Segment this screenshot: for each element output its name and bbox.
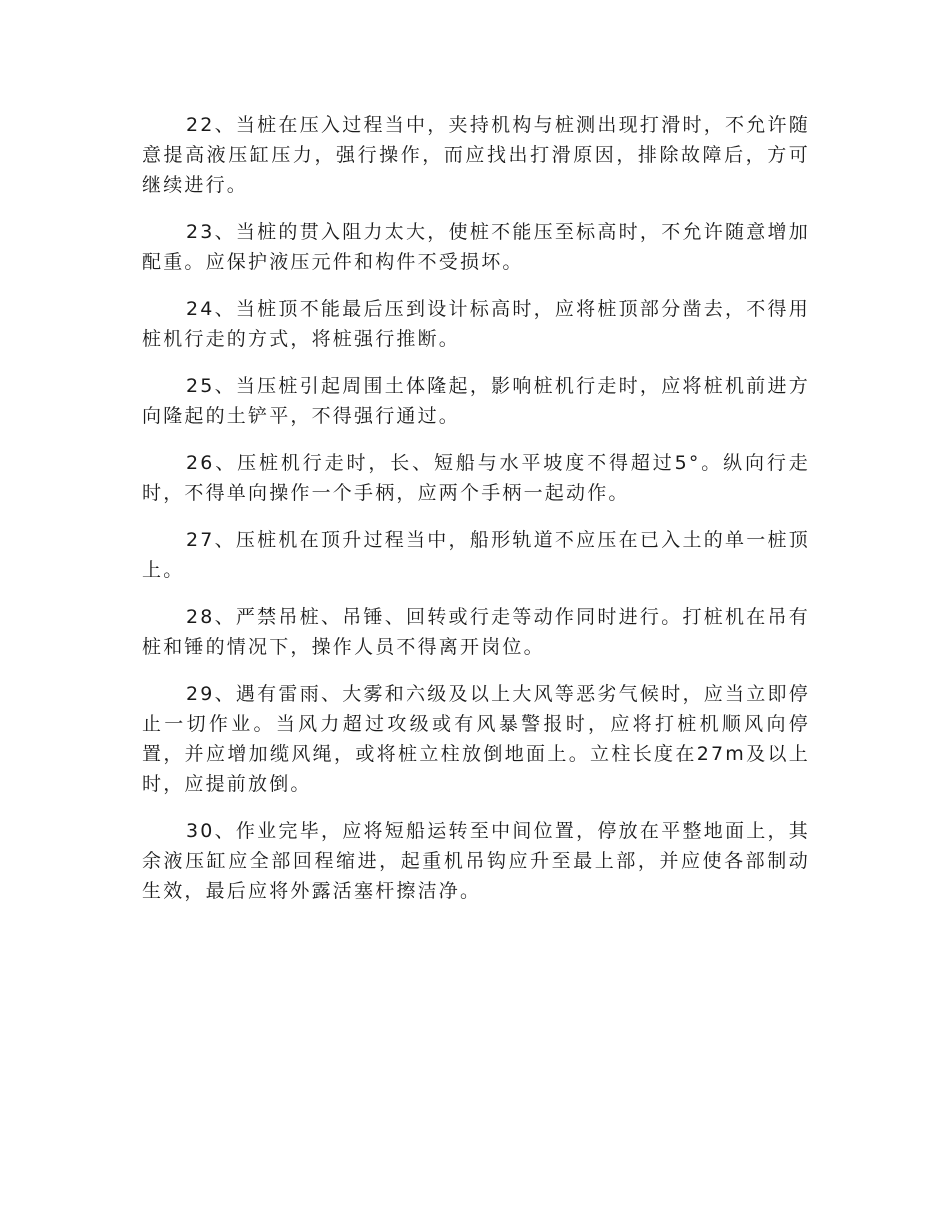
paragraph-22: 22、当桩在压入过程当中，夹持机构与桩测出现打滑时，不允许随意提高液压缸压力，强行操作，而应找出打滑原因，排除故障后，方可继续进行。 [142, 114, 810, 196]
paragraph-25: 25、当压桩引起周围土体隆起，影响桩机行走时，应将桩机前进方向隆起的土铲平，不得强行通过。 [142, 375, 810, 427]
paragraph-23: 23、当桩的贯入阻力太大，使桩不能压至标高时，不允许随意增加配重。应保护液压元件和构件不受损坏。 [142, 221, 810, 273]
document-body [142, 110, 810, 923]
paragraph-28: 28、严禁吊桩、吊锤、回转或行走等动作同时进行。打桩机在吊有桩和锤的情况下，操作人员不得离开岗位。 [142, 606, 810, 658]
paragraph-30: 30、作业完毕，应将短船运转至中间位置，停放在平整地面上，其余液压缸应全部回程缩进，起重机吊钩应升至最上部，并应使各部制动生效，最后应将外露活塞杆擦洁净。 [142, 820, 810, 902]
paragraph-26: 26、压桩机行走时，长、短船与水平坡度不得超过5°。纵向行走时，不得单向操作一个手柄，应两个手柄一起动作。 [142, 452, 810, 504]
paragraph-29: 29、遇有雷雨、大雾和六级及以上大风等恶劣气候时，应当立即停止一切作业。当风力超过攻级或有风暴警报时，应将打桩机顺风向停置，并应增加缆风绳，或将桩立柱放倒地面上。立柱长度在27m及以上时，应提前放倒。 [142, 683, 810, 795]
paragraph-27: 27、压桩机在顶升过程当中，船形轨道不应压在已入土的单一桩顶上。 [142, 529, 810, 581]
paragraph-24: 24、当桩顶不能最后压到设计标高时，应将桩顶部分凿去，不得用桩机行走的方式，将桩强行推断。 [142, 298, 810, 350]
